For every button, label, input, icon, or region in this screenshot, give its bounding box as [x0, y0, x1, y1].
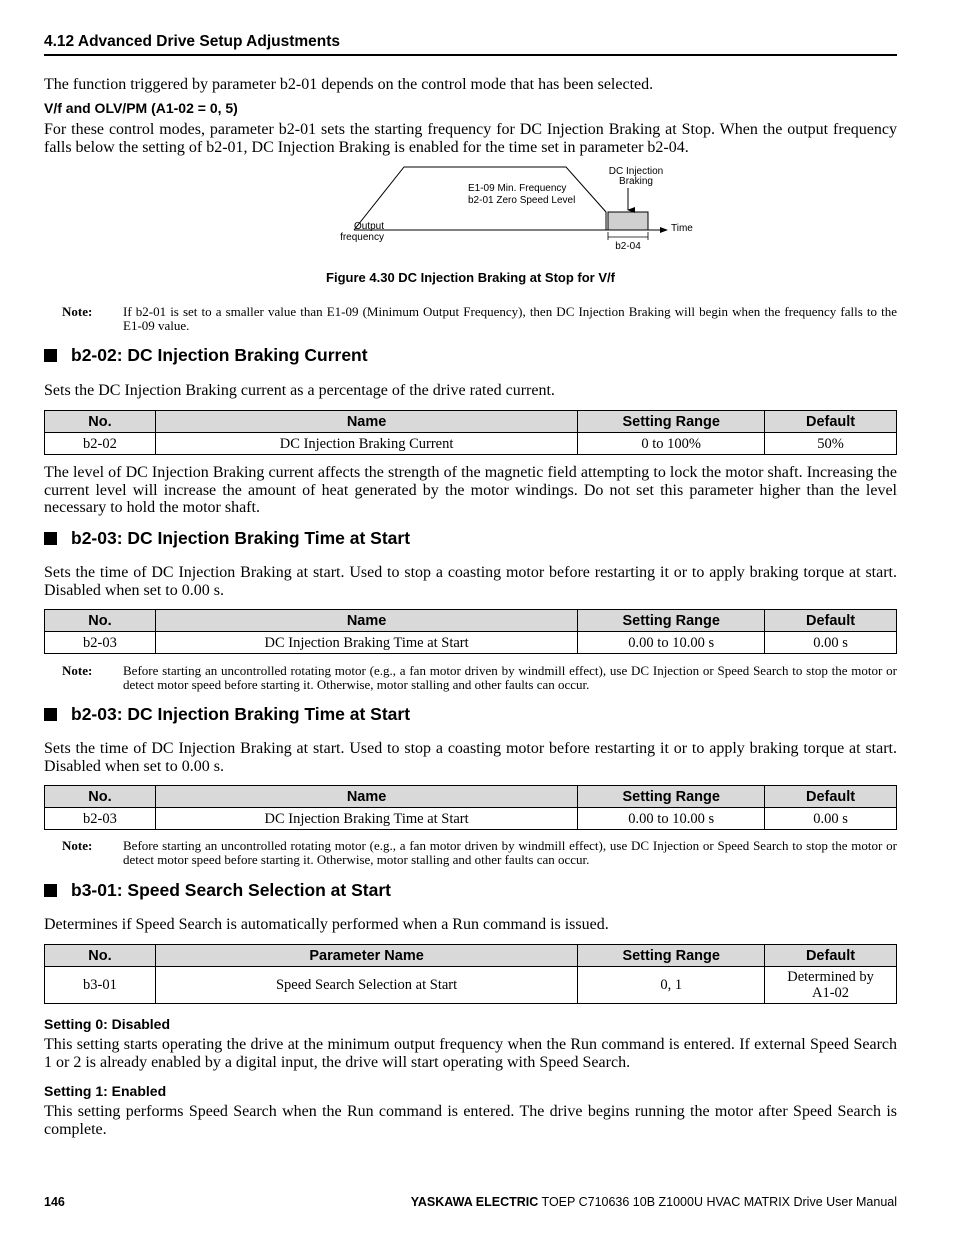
- table-row: b2-03 DC Injection Braking Time at Start 0.00 to 10.00 s 0.00 s: [45, 808, 897, 830]
- note-1: [62, 305, 897, 333]
- footer-brand: YASKAWA ELECTRIC: [410, 1195, 539, 1209]
- square-bullet-icon: [44, 349, 57, 362]
- page-number: 146: [44, 1195, 65, 1209]
- col-range: Setting Range: [578, 411, 765, 433]
- table-row: b2-02 DC Injection Braking Current 0 to 100% 50%: [45, 433, 897, 455]
- b2-03-a-description: Sets the time of DC Injection Braking at start. Used to stop a coasting motor before restarting it or to apply braking torque at start. Disabled when set to 0.00 s.: [44, 564, 897, 599]
- dc-injection-figure: [284, 160, 693, 260]
- intro-paragraph: The function triggered by parameter b2-01 depends on the control mode that has been selected.: [44, 76, 654, 93]
- footer-doc-info: [411, 1195, 897, 1209]
- b2-03-b-table: No. Name Setting Range Default b2-03 DC Injection Braking Time at Start 0.00 to 10.00 s 0.00 s: [44, 785, 897, 830]
- b2-03-b-description: Sets the time of DC Injection Braking at start. Used to stop a coasting motor before restarting it or to apply braking torque at start. Disabled when set to 0.00 s.: [44, 740, 897, 775]
- b2-02-description: Sets the DC Injection Braking current as a percentage of the drive rated current.: [44, 382, 555, 399]
- dc-label-1: DC Injection: [608, 166, 664, 177]
- col-no: No.: [45, 411, 156, 433]
- note-3: Note: Before starting an uncontrolled rotating motor (e.g., a fan motor driven by windmill effect), use DC Injection or Speed Search to stop the motor or detect motor speed before starting it. Otherwise, motor stalling and other faults can occur.: [62, 838, 897, 867]
- b204-label: b2-04: [615, 241, 641, 252]
- b2-03-a-table: No. Name Setting Range Default b2-03 DC Injection Braking Time at Start 0.00 to 10.00 s 0.00 s: [44, 609, 897, 654]
- setting0-text: This setting starts operating the drive at the minimum output frequency when the Run command is entered. If external Speed Search 1 or 2 is already enabled by a digital input, the drive will start operating with Speed Search.: [44, 1036, 897, 1071]
- footer-doc: TOEP C710636 10B Z1000U HVAC MATRIX Drive User Manual: [541, 1195, 897, 1209]
- heading-b2-03-a: b2-03: DC Injection Braking Time at Start: [44, 528, 410, 549]
- vf-heading: V/f and OLV/PM (A1-02 = 0, 5): [44, 100, 238, 116]
- col-default: Default: [765, 411, 897, 433]
- b3-01-description: Determines if Speed Search is automatically performed when a Run command is issued.: [44, 916, 609, 933]
- note-label: Note:: [62, 304, 93, 319]
- heading-b3-01: b3-01: Speed Search Selection at Start: [44, 880, 391, 901]
- time-label: Time: [671, 223, 693, 234]
- note-text: If b2-01 is set to a smaller value than E1-09 (Minimum Output Frequency), then DC Injection Braking will begin when the frequency falls to the E1-09 value.: [123, 304, 897, 333]
- col-name: Name: [155, 411, 577, 433]
- heading-b2-02: b2-02: DC Injection Braking Current: [44, 345, 368, 366]
- section-header: 4.12 Advanced Drive Setup Adjustments: [44, 33, 897, 56]
- setting1-heading: Setting 1: Enabled: [44, 1083, 167, 1099]
- dc-injection-box: [608, 212, 648, 230]
- min-freq-label-2: b2-01 Zero Speed Level: [468, 195, 576, 206]
- output-label-2: frequency: [340, 232, 384, 243]
- b2-02-table: [44, 410, 897, 455]
- b2-02-after: The level of DC Injection Braking current affects the strength of the magnetic field attempting to lock the motor shaft. Increasing the current level will increase the amount of heat generated by the motor windings. Do not set this parameter higher than the level necessary to hold the motor shaft.: [44, 464, 897, 516]
- figure-caption: Figure 4.30 DC Injection Braking at Stop for V/f: [326, 270, 615, 285]
- setting0-heading: Setting 0: Disabled: [44, 1016, 171, 1032]
- dc-label-2: Braking: [619, 176, 653, 187]
- table-row: b2-03 DC Injection Braking Time at Start 0.00 to 10.00 s 0.00 s: [45, 632, 897, 654]
- vf-paragraph: For these control modes, parameter b2-01 sets the starting frequency for DC Injection Braking at Stop. When the output frequency falls below the setting of b2-01, DC Injection Braking is enabled for the time set in parameter b2-04.: [44, 121, 897, 156]
- heading-b2-03-b: b2-03: DC Injection Braking Time at Start: [44, 704, 410, 725]
- setting1-text: This setting performs Speed Search when the Run command is entered. The drive begins running the motor after Speed Search is complete.: [44, 1103, 897, 1138]
- output-label-1: Output: [353, 221, 384, 232]
- note-2: Note: Before starting an uncontrolled rotating motor (e.g., a fan motor driven by windmill effect), use DC Injection or Speed Search to stop the motor or detect motor speed before starting it. Otherwise, motor stalling and other faults can occur.: [62, 663, 897, 692]
- min-freq-label-1: E1-09 Min. Frequency: [468, 183, 567, 194]
- table-row: b3-01 Speed Search Selection at Start 0, 1 Determined by A1-02: [45, 967, 897, 1004]
- square-bullet-icon: [44, 532, 57, 545]
- square-bullet-icon: [44, 708, 57, 721]
- b3-01-table: No. Parameter Name Setting Range Default b3-01 Speed Search Selection at Start 0, 1 Determined by A1-02: [44, 944, 897, 1004]
- square-bullet-icon: [44, 884, 57, 897]
